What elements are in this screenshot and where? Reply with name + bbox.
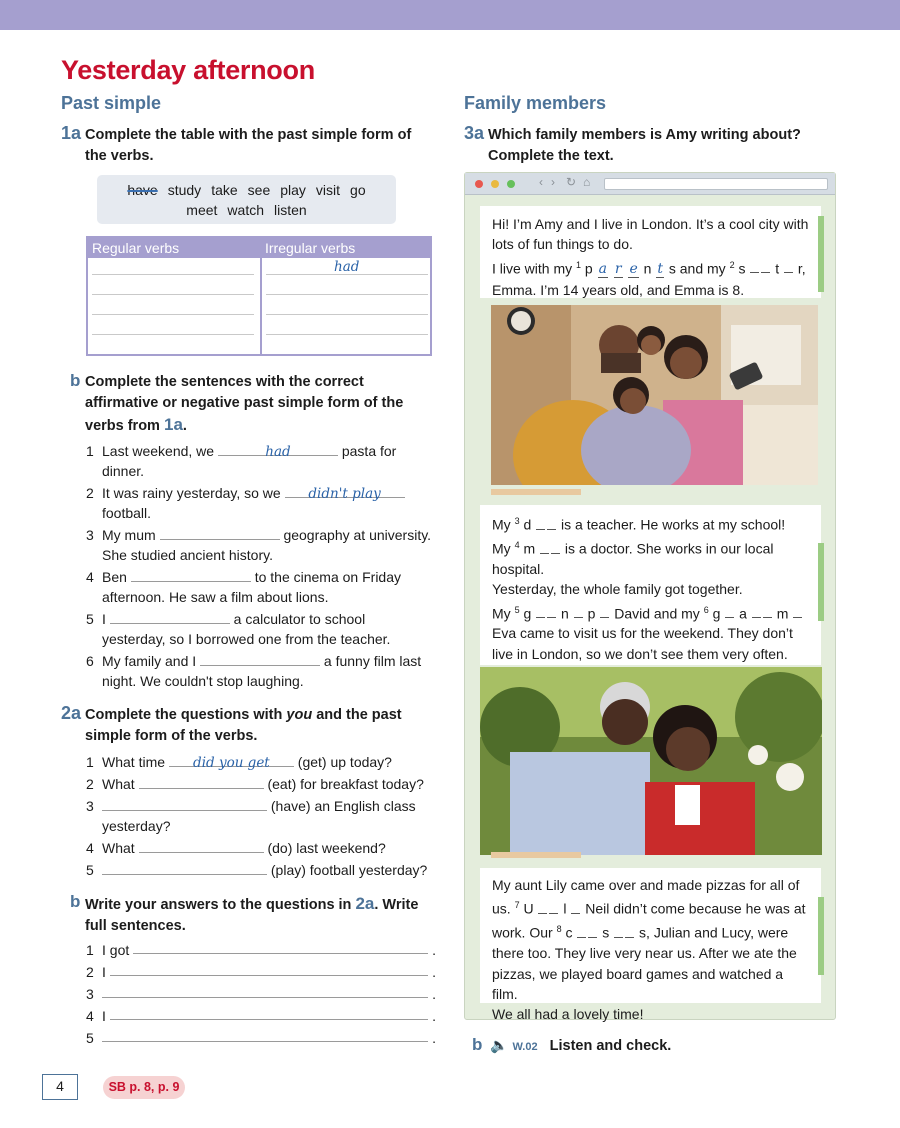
back-arrow-icon[interactable]: ‹ xyxy=(539,175,543,189)
handwritten-answer: had xyxy=(265,444,291,460)
item-text: a funny film last xyxy=(323,653,422,669)
text-line: I live with my $^1$ p a r e n t s and my $^2$ s t r, xyxy=(492,259,806,278)
decorative-bar xyxy=(818,216,824,292)
exercise-number: b xyxy=(70,892,81,911)
list-item xyxy=(86,940,436,960)
item-number: 4 xyxy=(86,569,94,585)
list-item xyxy=(86,441,436,481)
item-number: 3 xyxy=(86,527,94,543)
item-line: I got . xyxy=(102,942,436,958)
write-line[interactable] xyxy=(92,314,254,315)
section-heading-family-members: Family members xyxy=(464,93,607,113)
item-text: geography at university. xyxy=(283,527,432,543)
column-header-regular: Regular verbs xyxy=(92,240,180,256)
word-box-row xyxy=(97,202,396,218)
column-divider xyxy=(260,238,262,354)
exercise-2a-instruction xyxy=(61,705,426,747)
section-heading-past-simple: Past simple xyxy=(61,93,162,113)
text-line: Eva came to visit us for the weekend. They don’t xyxy=(492,625,793,642)
write-line[interactable] xyxy=(92,334,254,335)
item-line: I . xyxy=(102,1008,436,1024)
item-line xyxy=(102,483,436,503)
exercise-reference: 1a xyxy=(163,415,183,434)
item-line xyxy=(102,838,436,858)
item-line xyxy=(102,567,436,587)
item-line xyxy=(102,525,436,545)
list-item xyxy=(86,483,436,523)
word-chip: have xyxy=(127,182,158,198)
item-text-continued: yesterday? xyxy=(102,818,171,834)
list-item xyxy=(86,525,436,565)
item-line xyxy=(102,796,436,816)
list-item xyxy=(86,962,436,982)
text-line: hospital. xyxy=(492,560,545,577)
list-item xyxy=(86,567,436,607)
word-box-row xyxy=(97,182,396,198)
item-number: 1 xyxy=(86,754,94,770)
decorative-bar xyxy=(491,489,581,495)
item-number: 2 xyxy=(86,776,94,792)
instruction-text: Listen and check. xyxy=(549,1038,672,1054)
instruction-emphasis: you xyxy=(286,707,313,723)
word-chip: take xyxy=(211,182,238,198)
column-header-irregular: Irregular verbs xyxy=(265,240,356,256)
speaker-icon[interactable]: 🔈 xyxy=(490,1038,509,1054)
word-chip: study xyxy=(167,182,202,198)
item-text: (play) football yesterday? xyxy=(270,862,428,878)
answer-blank[interactable] xyxy=(169,753,294,771)
list-item xyxy=(86,774,436,794)
text-line: there too. They live very near us. After we ate the xyxy=(492,945,797,962)
exercise-reference: 2a xyxy=(355,894,375,913)
item-text-continued: dinner. xyxy=(102,463,145,479)
answer-blank[interactable] xyxy=(102,797,267,811)
item-text: What xyxy=(102,776,135,792)
handwritten-answer: didn't play xyxy=(308,486,381,502)
item-number: 2 xyxy=(86,964,94,980)
list-item xyxy=(86,752,436,772)
answer-line[interactable] xyxy=(133,940,428,954)
page-title: Yesterday afternoon xyxy=(61,55,315,85)
instruction-text: Complete the questions with xyxy=(85,707,287,723)
item-number: 1 xyxy=(86,942,94,958)
item-text: pasta for xyxy=(341,443,397,459)
list-item xyxy=(86,651,436,691)
text-line: My $^4$ m is a doctor. She works in our local xyxy=(492,539,774,557)
text-line: us. $^7$ U l Neil didn’t come because he was at xyxy=(492,900,806,917)
item-text: a calculator to school xyxy=(233,611,366,627)
item-number: 4 xyxy=(86,840,94,856)
maximize-dot-icon[interactable] xyxy=(507,180,515,188)
text-line: My $^3$ d is a teacher. He works at my school! xyxy=(492,516,786,533)
write-line[interactable] xyxy=(266,294,428,295)
answer-line[interactable] xyxy=(102,1028,428,1042)
word-chip: go xyxy=(350,182,366,198)
item-line xyxy=(102,609,436,629)
list-item xyxy=(86,838,436,858)
answer-line[interactable] xyxy=(110,1006,428,1020)
item-text: I xyxy=(102,1008,106,1024)
write-line[interactable] xyxy=(266,314,428,315)
browser-toolbar xyxy=(465,173,835,195)
item-number: 1 xyxy=(86,443,94,459)
answer-blank[interactable] xyxy=(160,526,280,540)
item-text: My family and I xyxy=(102,653,197,669)
text-line: work. Our $^8$ c s s, Julian and Lucy, were xyxy=(492,924,789,941)
item-number: 3 xyxy=(86,798,94,814)
item-text-continued: afternoon. He saw a film about lions. xyxy=(102,589,329,605)
item-text: What time xyxy=(102,754,166,770)
answer-blank[interactable] xyxy=(139,775,264,789)
decorative-bar xyxy=(818,543,824,621)
item-text-continued: yesterday, so I borrowed one from the teacher. xyxy=(102,631,391,647)
write-line[interactable] xyxy=(92,294,254,295)
item-number: 2 xyxy=(86,485,94,501)
handwritten-answer: did you get xyxy=(193,755,270,771)
word-chip: listen xyxy=(274,202,307,218)
answer-blank[interactable] xyxy=(131,568,251,582)
text-line: live in London, so we don’t see them very often. xyxy=(492,645,788,662)
item-number: 4 xyxy=(86,1008,94,1024)
exercise-number: 2a xyxy=(61,703,82,723)
word-box xyxy=(97,175,396,224)
text-line: Hi! I’m Amy and I live in London. It’s a cool city with xyxy=(492,216,809,232)
exercise-number: 1a xyxy=(61,123,82,143)
answer-line[interactable] xyxy=(102,984,428,998)
list-item xyxy=(86,796,436,836)
answer-blank[interactable] xyxy=(102,861,267,875)
word-chip: play xyxy=(280,182,306,198)
exercise-2b-instruction xyxy=(70,893,426,937)
text-panel-1 xyxy=(480,206,821,298)
reload-icon[interactable]: ↻ xyxy=(566,175,577,189)
item-number: 5 xyxy=(86,1030,94,1046)
grandparents-photo xyxy=(480,667,822,855)
text-line: My $^5$ g n p David and my $^6$ g a m xyxy=(492,600,809,624)
write-line[interactable] xyxy=(266,334,428,335)
list-item xyxy=(86,1028,436,1048)
table-header xyxy=(88,238,430,258)
item-number: 6 xyxy=(86,653,94,669)
page-number: 4 xyxy=(42,1074,78,1100)
word-chip: see xyxy=(247,182,271,198)
word-chip: watch xyxy=(227,202,264,218)
student-book-reference: SB p. 8, p. 9 xyxy=(103,1076,185,1099)
text-panel-3 xyxy=(480,868,821,1023)
answer-blank[interactable] xyxy=(139,839,264,853)
text-line: Yesterday, the whole family got together. xyxy=(492,581,743,598)
item-text: (do) last weekend? xyxy=(267,840,386,856)
item-line xyxy=(102,651,436,671)
item-text: I got xyxy=(102,942,130,958)
forward-arrow-icon[interactable]: › xyxy=(551,175,555,189)
item-text: (have) an English class xyxy=(270,798,416,814)
close-dot-icon[interactable] xyxy=(475,180,483,188)
item-line: . xyxy=(102,1028,436,1048)
exercise-number: b xyxy=(70,371,81,390)
audio-track-label[interactable]: W.02 xyxy=(512,1041,538,1053)
text-line: pizzas, we played board games and watched a film. xyxy=(492,965,784,1002)
item-number: 5 xyxy=(86,611,94,627)
exercise-2b-list xyxy=(86,940,436,1050)
list-item xyxy=(86,984,436,1004)
item-text: It was rainy yesterday, so we xyxy=(102,485,281,501)
instruction-text: and the past simple form of the verbs. xyxy=(85,707,402,744)
decorative-bar xyxy=(491,852,581,858)
instruction-text: . Write full sentences. xyxy=(85,897,419,934)
top-banner xyxy=(0,0,900,30)
instruction-text: Complete the sentences with the correct affirmative or negative past simple form of the verbs from xyxy=(85,374,404,434)
write-line[interactable] xyxy=(92,274,254,275)
list-item xyxy=(86,609,436,649)
list-item xyxy=(86,860,436,880)
answer-blank[interactable] xyxy=(218,442,338,460)
answer-blank[interactable] xyxy=(110,610,230,624)
exercise-number: 3a xyxy=(464,123,485,143)
instruction-text: Write your answers to the questions in xyxy=(85,897,356,913)
text-line: We all had a lovely time! xyxy=(492,1006,644,1023)
item-text: What xyxy=(102,840,135,856)
exercise-2a-list xyxy=(86,752,436,882)
text-line: My aunt Lily came over and made pizzas for all of xyxy=(492,877,800,893)
exercise-1a-instruction xyxy=(61,125,426,167)
word-chip: meet xyxy=(186,202,218,218)
instruction-text: Complete the table with the past simple form of the verbs. xyxy=(85,127,412,164)
verb-table xyxy=(86,236,432,356)
item-number: 3 xyxy=(86,986,94,1002)
item-line xyxy=(102,441,436,461)
answer-blank[interactable] xyxy=(200,652,320,666)
item-text-continued: night. We couldn't stop laughing. xyxy=(102,673,304,689)
exercise-1b-instruction xyxy=(70,372,426,437)
item-text: (get) up today? xyxy=(297,754,392,770)
answer-blank[interactable] xyxy=(285,484,405,502)
example-answer: had xyxy=(334,259,360,275)
answer-line[interactable] xyxy=(110,962,428,976)
item-text: (eat) for breakfast today? xyxy=(267,776,424,792)
exercise-3a-instruction xyxy=(464,125,824,167)
list-item xyxy=(86,1006,436,1026)
exercise-number: b xyxy=(472,1035,483,1054)
family-selfie-photo xyxy=(491,305,818,485)
item-line xyxy=(102,752,436,772)
address-bar[interactable] xyxy=(604,178,828,190)
item-text-continued: football. xyxy=(102,505,152,521)
item-line: . xyxy=(102,984,436,1004)
item-text: I xyxy=(102,964,106,980)
item-text-continued: She studied ancient history. xyxy=(102,547,273,563)
exercise-1b-list xyxy=(86,441,436,693)
item-line xyxy=(102,860,436,880)
word-chip: visit xyxy=(315,182,341,198)
item-text: My mum xyxy=(102,527,156,543)
exercise-3b-instruction xyxy=(472,1035,671,1055)
minimize-dot-icon[interactable] xyxy=(491,180,499,188)
item-line: I . xyxy=(102,964,436,980)
text-line: lots of fun things to do. xyxy=(492,236,633,253)
item-text: to the cinema on Friday xyxy=(254,569,401,585)
home-icon[interactable]: ⌂ xyxy=(583,175,591,189)
item-text: Last weekend, we xyxy=(102,443,215,459)
instruction-text: . xyxy=(182,418,187,434)
item-line xyxy=(102,774,436,794)
text-panel-2 xyxy=(480,505,821,665)
instruction-text: Which family members is Amy writing about? Complete the text. xyxy=(488,127,801,164)
item-text: Ben xyxy=(102,569,127,585)
decorative-bar xyxy=(818,897,824,975)
item-number: 5 xyxy=(86,862,94,878)
text-line: Emma. I’m 14 years old, and Emma is 8. xyxy=(492,281,745,298)
item-text: I xyxy=(102,611,106,627)
